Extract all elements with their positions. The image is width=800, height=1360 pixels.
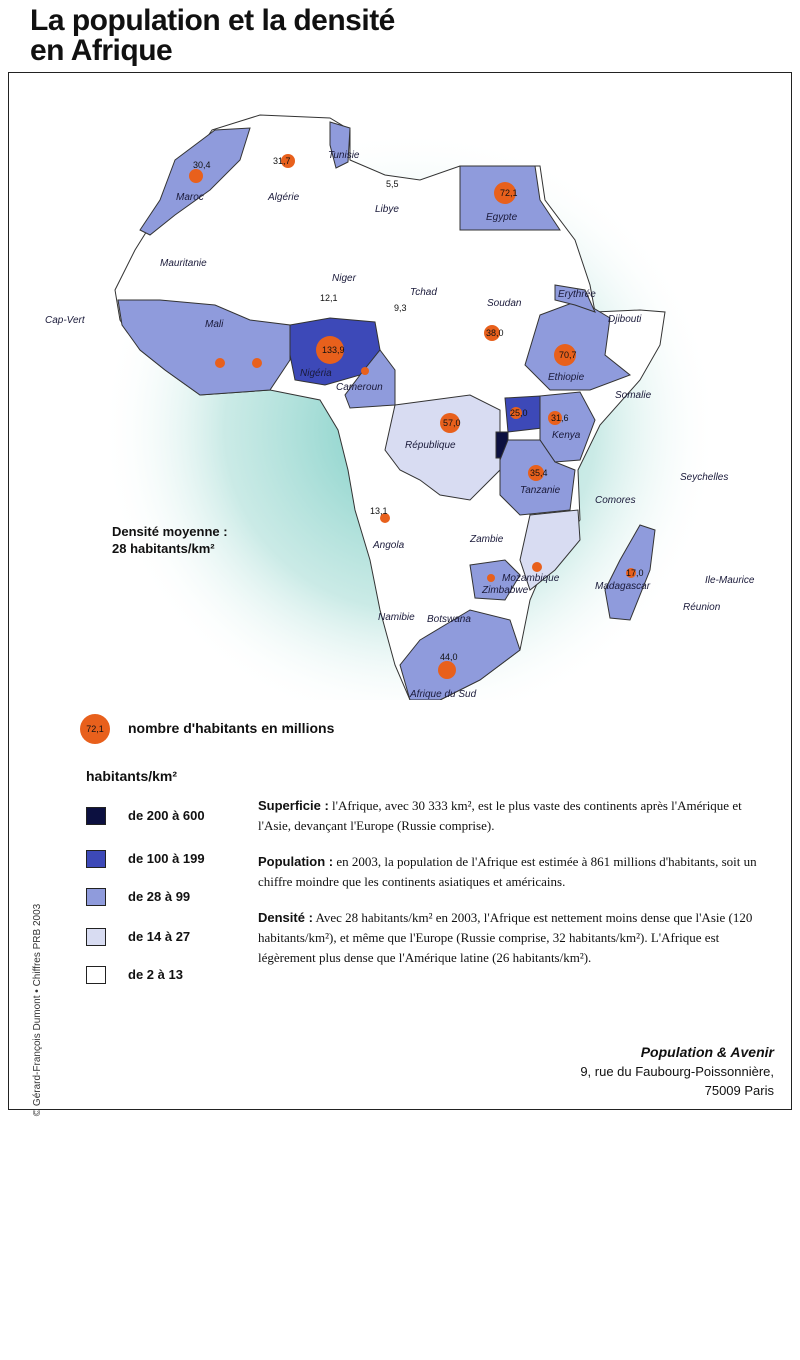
legend-swatch-28-99 [86,888,106,906]
pop-maroc: 30,4 [193,160,211,170]
label-afrique-du-sud: Afrique du Sud [410,689,477,700]
pop-egypte: 72,1 [500,188,518,198]
label-angola: Angola [373,540,405,551]
legend-bubble-icon [80,714,110,744]
publisher-address2: 75009 Paris [704,1083,774,1098]
bubble-cote-ivoire [215,358,225,368]
label-soudan: Soudan [487,298,522,309]
bubble-maroc [189,169,203,183]
label-mali: Mali [205,319,224,330]
label-seychelles: Seychelles [680,472,729,483]
pop-nigeria: 133,9 [322,345,345,355]
legend-swatch-100-199 [86,850,106,868]
label-tchad: Tchad [410,287,437,298]
legend-label-28-99: de 28 à 99 [128,889,191,904]
label-maroc: Maroc [176,192,204,203]
legend-swatch-2-13 [86,966,106,984]
bubble-mozambique [532,562,542,572]
legend-label-14-27: de 14 à 27 [128,929,191,944]
legend-density-title: habitants/km² [86,768,178,784]
legend-bubble-label: nombre d'habitants en millions [128,720,335,736]
label-libye: Libye [375,204,399,215]
legend-bubble-sample: 72,1 [86,724,104,734]
bubble-zimbabwe [487,574,495,582]
legend-label-2-13: de 2 à 13 [128,967,183,982]
pop-ouganda: 25,0 [510,408,528,418]
pop-ethiopie: 70,7 [559,350,577,360]
label-zimbabwe: Zimbabwe [482,585,529,596]
pop-soudan: 38,0 [486,328,504,338]
label-algerie: Algérie [268,192,300,203]
paragraph-densite [258,908,763,968]
pop-niger: 12,1 [320,293,338,303]
label-mozambique: Mozambique [502,573,560,584]
label-ile-maurice: Ile-Maurice [705,575,755,586]
pop-tanzanie: 35,4 [530,468,548,478]
label-tunisie: Tunisie [328,150,360,161]
bubble-cameroun [361,367,369,375]
publisher-name: Population & Avenir [640,1044,774,1060]
pop-rdc: 57,0 [443,418,461,428]
pop-afrique-du-sud: 44,0 [440,652,458,662]
label-djibouti: Djibouti [608,314,642,325]
title-line1: La population et la densité [30,4,395,37]
label-reunion: Réunion [683,602,721,613]
label-niger: Niger [332,273,356,284]
pop-madagascar: 17,0 [626,568,644,578]
publisher-address1: 9, rue du Faubourg-Poissonnière, [580,1064,774,1079]
density-average [112,523,228,557]
label-somalie: Somalie [615,390,652,401]
density-average-line1: Densité moyenne : [112,524,228,539]
publisher-block [580,1043,774,1100]
densite-body: Avec 28 habitants/km² en 2003, l'Afrique est nettement moins dense que l'Asie (120 habitants/km²), et même que l'Europe (Russie comprise, 32 habitants/km²). L'Afrique est légèrement plus dense que l'Amérique latine (26 habitants/km²). [258,910,753,965]
pop-kenya: 31,6 [551,413,569,423]
label-mauritanie: Mauritanie [160,258,207,269]
legend-swatch-200-600 [86,807,106,825]
densite-label: Densité : [258,910,313,925]
bubble-afrique-du-sud [438,661,456,679]
label-namibie: Namibie [378,612,415,623]
label-madagascar: Madagascar [595,581,651,592]
density-average-line2: 28 habitants/km² [112,541,215,556]
label-nigeria: Nigéria [300,368,332,379]
superficie-label: Superficie : [258,798,329,813]
label-botswana: Botswana [427,614,471,625]
title-line2: en Afrique [30,34,173,67]
paragraph-superficie [258,796,763,836]
pop-algerie: 31,7 [273,156,291,166]
legend-label-100-199: de 100 à 199 [128,851,205,866]
label-zambie: Zambie [470,534,504,545]
label-erythree: Erythrée [558,289,596,300]
label-tanzanie: Tanzanie [520,485,561,496]
label-cameroun: Cameroun [336,382,383,393]
label-kenya: Kenya [552,430,581,441]
population-label: Population : [258,854,334,869]
label-ethiopie: Ethiopie [548,372,585,383]
bubble-ghana [252,358,262,368]
label-comores: Comores [595,495,636,506]
superficie-body: l'Afrique, avec 30 333 km², est le plus vaste des continents après l'Amérique et l'Asie, devançant l'Europe (Russie comprise). [258,798,742,833]
legend-swatch-14-27 [86,928,106,946]
pop-tchad: 9,3 [394,303,407,313]
legend-label-200-600: de 200 à 600 [128,808,205,823]
label-rdc: République [405,440,456,451]
pop-angola: 13,1 [370,506,388,516]
pop-libye: 5,5 [386,179,399,189]
label-egypte: Egypte [486,212,518,223]
credit-line: © Gérard-François Dumont • Chiffres PRB 2003 [32,903,43,1117]
paragraph-population [258,852,763,892]
population-body: en 2003, la population de l'Afrique est estimée à 861 millions d'habitants, soit un chiffre moindre que les continents asiatiques et américains. [258,854,757,889]
label-capvert: Cap-Vert [45,315,85,326]
